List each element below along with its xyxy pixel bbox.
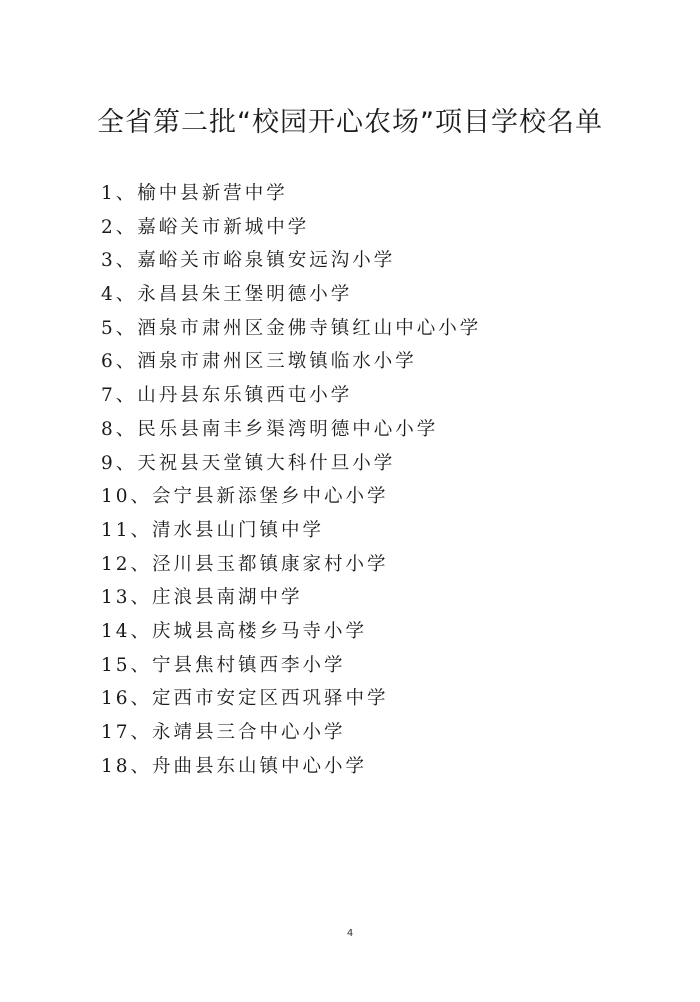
- list-item: 12、泾川县玉都镇康家村小学: [101, 553, 389, 575]
- list-item: 2、嘉峪关市新城中学: [101, 216, 310, 238]
- list-item: 1、榆中县新营中学: [101, 183, 288, 204]
- list-item: 16、定西市安定区西巩驿中学: [101, 688, 389, 710]
- school-list: [101, 177, 481, 783]
- list-item: 11、清水县山门镇中学: [101, 519, 325, 541]
- page-number: 4: [346, 928, 354, 939]
- list-item: 6、酒泉市肃州区三墩镇临水小学: [101, 351, 417, 373]
- list-item: 4、永昌县朱王堡明德小学: [101, 284, 353, 306]
- document-title: 全省第二批“校园开心农场”项目学校名单: [97, 107, 603, 138]
- list-item: 13、庄浪县南湖中学: [101, 587, 303, 609]
- list-item: 5、酒泉市肃州区金佛寺镇红山中心小学: [101, 317, 482, 339]
- list-item: 3、嘉峪关市峪泉镇安远沟小学: [101, 250, 396, 272]
- list-item: 10、会宁县新添堡乡中心小学: [101, 486, 389, 508]
- list-item: 8、民乐县南丰乡渠湾明德中心小学: [101, 418, 439, 440]
- list-item: 14、庆城县高楼乡马寺小学: [101, 620, 368, 642]
- list-item: 7、山丹县东乐镇西屯小学: [101, 385, 353, 407]
- list-item: 9、天祝县天堂镇大科什旦小学: [101, 452, 396, 474]
- list-item: 18、舟曲县东山镇中心小学: [101, 755, 368, 777]
- list-item: 15、宁县焦村镇西李小学: [101, 654, 346, 676]
- list-item: 17、永靖县三合中心小学: [101, 722, 346, 743]
